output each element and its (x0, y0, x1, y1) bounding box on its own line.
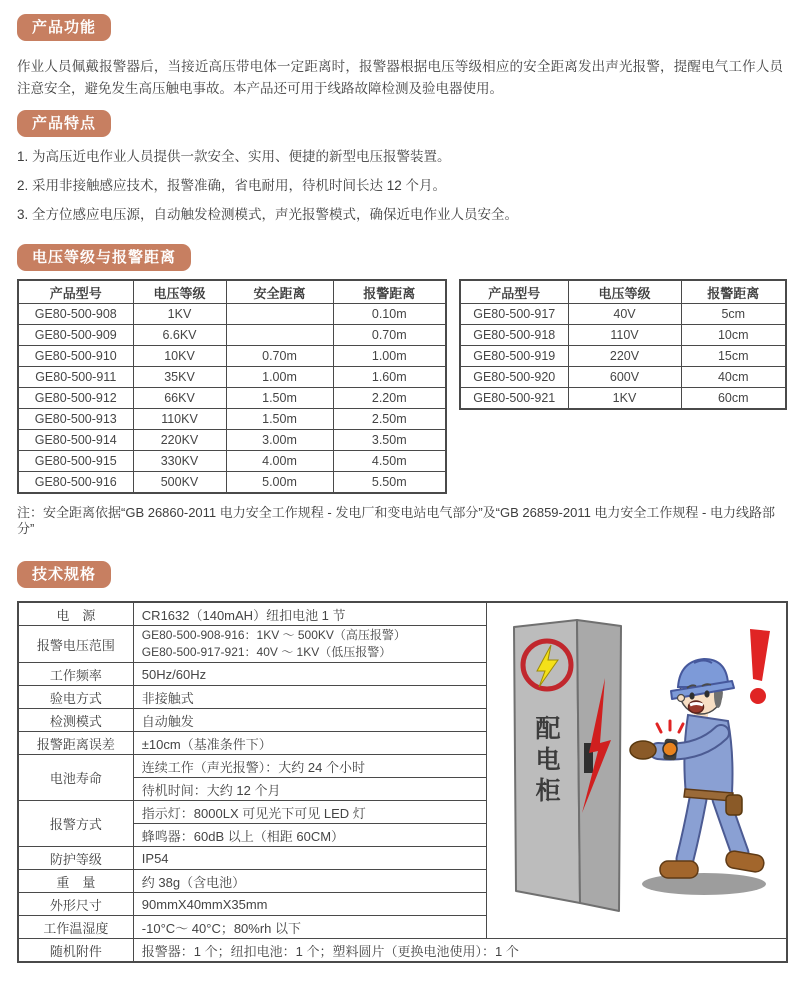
table-cell: GE80-500-915 (18, 451, 133, 472)
spec-label: 外形尺寸 (18, 893, 133, 916)
table-cell: 0.70m (226, 346, 333, 367)
table-cell: GE80-500-911 (18, 367, 133, 388)
spec-label: 防护等级 (18, 847, 133, 870)
spec-value: 待机时间：大约 12 个月 (133, 778, 486, 801)
table-cell: 3.50m (333, 430, 446, 451)
alarm-flash-icon (657, 721, 683, 732)
table-row (18, 367, 446, 388)
table-cell: 1.50m (226, 409, 333, 430)
warning-illustration (487, 603, 787, 938)
spec-value: IP54 (133, 847, 486, 870)
table-header-row (460, 280, 786, 304)
table-cell: 500KV (133, 472, 226, 494)
distribution-cabinet (514, 620, 621, 911)
spec-label: 报警方式 (18, 801, 133, 847)
table-cell: GE80-500-914 (18, 430, 133, 451)
spec-value: 连续工作（声光报警）：大约 24 个小时 (133, 755, 486, 778)
ear (677, 695, 684, 702)
spec-value: 自动触发 (133, 709, 486, 732)
table-cell (226, 325, 333, 346)
spec-value: 50Hz/60Hz (133, 663, 486, 686)
table-cell: GE80-500-909 (18, 325, 133, 346)
column-header: 电压等级 (133, 280, 226, 304)
table-row (18, 451, 446, 472)
table-cell: 40V (568, 304, 681, 325)
column-header: 报警距离 (681, 280, 786, 304)
table-cell: 1.00m (333, 346, 446, 367)
belt-pouch (726, 795, 742, 815)
column-header: 安全距离 (226, 280, 333, 304)
safety-distance-note: 注：安全距离依据“GB 26860-2011 电力安全工作规程 - 发电厂和变电站电气部分”及“GB 26859-2011 电力安全工作规程 - 电力线路部分” (17, 505, 775, 536)
table-cell: 110KV (133, 409, 226, 430)
spec-value: 报警器：1 个；纽扣电池：1 个；塑料圆片（更换电池使用）：1 个 (133, 939, 787, 963)
feature-list (17, 147, 785, 225)
feature-item: 2. 采用非接触感应技术，报警准确，省电耐用，待机时间长达 12 个月。 (17, 178, 447, 193)
table-cell: 6.6KV (133, 325, 226, 346)
low-voltage-table (459, 279, 787, 410)
section-badge-voltage: 电压等级与报警距离 (17, 244, 191, 271)
boot (724, 850, 764, 873)
high-voltage-table (17, 279, 447, 494)
spec-label: 重 量 (18, 870, 133, 893)
table-cell: 66KV (133, 388, 226, 409)
table-row (18, 430, 446, 451)
table-cell: GE80-500-921 (460, 388, 568, 410)
table-row (18, 346, 446, 367)
table-cell: GE80-500-910 (18, 346, 133, 367)
table-cell: 15cm (681, 346, 786, 367)
illustration-cell (486, 602, 787, 939)
spec-value: 非接触式 (133, 686, 486, 709)
spec-label: 工作温湿度 (18, 916, 133, 939)
eye (689, 692, 694, 699)
table-cell: 220V (568, 346, 681, 367)
table-cell: 1.00m (226, 367, 333, 388)
table-row (460, 346, 786, 367)
table-cell: 330KV (133, 451, 226, 472)
table-row (18, 325, 446, 346)
spec-label: 报警距离误差 (18, 732, 133, 755)
spec-label: 检测模式 (18, 709, 133, 732)
table-cell: 110V (568, 325, 681, 346)
column-header: 产品型号 (18, 280, 133, 304)
function-paragraph: 作业人员佩戴报警器后，当接近高压带电体一定距离时，报警器根据电压等级相应的安全距离发出声光报警，提醒电气工作人员注意安全，避免发生高压触电事故。本产品还可用于线路故障检测及验电器使用。 (17, 59, 783, 96)
feature-item: 3. 全方位感应电压源，自动触发检测模式，声光报警模式，确保近电作业人员安全。 (17, 207, 519, 222)
spec-value: -10°C～ 40°C；80%rh 以下 (133, 916, 486, 939)
boot (660, 861, 698, 878)
spec-label: 验电方式 (18, 686, 133, 709)
exclamation-icon (750, 629, 770, 681)
teeth (690, 704, 703, 706)
table-row (18, 409, 446, 430)
column-header: 电压等级 (568, 280, 681, 304)
table-cell: 2.50m (333, 409, 446, 430)
spec-value: 约 38g（含电池） (133, 870, 486, 893)
table-cell: 1KV (133, 304, 226, 325)
table-cell: GE80-500-918 (460, 325, 568, 346)
spec-value: 90mmX40mmX35mm (133, 893, 486, 916)
spec-value: CR1632（140mAH）纽扣电池 1 节 (133, 602, 486, 626)
table-cell: 5cm (681, 304, 786, 325)
spec-value: 指示灯：8000LX 可见光下可见 LED 灯 (133, 801, 486, 824)
table-cell: 220KV (133, 430, 226, 451)
eye (704, 690, 709, 697)
spec-label: 随机附件 (18, 939, 133, 963)
table-row (18, 388, 446, 409)
table-cell: 60cm (681, 388, 786, 410)
table-cell: 0.10m (333, 304, 446, 325)
table-cell: 4.00m (226, 451, 333, 472)
column-header: 报警距离 (333, 280, 446, 304)
spec-value-line: GE80-500-917-921：40V ～ 1KV（低压报警） (141, 645, 392, 659)
ground-shadow (642, 873, 766, 895)
table-cell: 600V (568, 367, 681, 388)
table-cell: 0.70m (333, 325, 446, 346)
table-cell: 1.60m (333, 367, 446, 388)
table-cell: GE80-500-912 (18, 388, 133, 409)
spec-value: 蜂鸣器：60dB 以上（相距 60CM） (133, 824, 486, 847)
spec-row (18, 939, 787, 963)
section-badge-specs: 技术规格 (17, 561, 111, 588)
column-header: 产品型号 (460, 280, 568, 304)
section-badge-function: 产品功能 (17, 14, 111, 41)
table-cell: GE80-500-913 (18, 409, 133, 430)
feature-item: 1. 为高压近电作业人员提供一款安全、实用、便捷的新型电压报警装置。 (17, 149, 451, 164)
table-cell: 5.00m (226, 472, 333, 494)
table-cell: 35KV (133, 367, 226, 388)
table-cell: 1.50m (226, 388, 333, 409)
table-row (460, 388, 786, 410)
table-cell (226, 304, 333, 325)
spec-label: 电 源 (18, 602, 133, 626)
table-cell: 10cm (681, 325, 786, 346)
table-row (18, 304, 446, 325)
table-row (460, 304, 786, 325)
exclamation-dot (750, 688, 766, 704)
table-cell: GE80-500-908 (18, 304, 133, 325)
spec-label: 报警电压范围 (18, 626, 133, 663)
spec-value: ±10cm（基准条件下） (133, 732, 486, 755)
table-cell: 1KV (568, 388, 681, 410)
worker (630, 629, 770, 895)
illustration-svg (488, 603, 786, 921)
table-cell: 2.20m (333, 388, 446, 409)
table-cell: GE80-500-919 (460, 346, 568, 367)
cabinet-label: 配电柜 (531, 715, 560, 808)
spec-row (18, 602, 787, 626)
table-header-row (18, 280, 446, 304)
table-cell: 40cm (681, 367, 786, 388)
table-row (18, 472, 446, 494)
spec-value-line: GE80-500-908-916：1KV ～ 500KV（高压报警） (141, 628, 406, 642)
spec-label: 工作频率 (18, 663, 133, 686)
table-cell: GE80-500-917 (460, 304, 568, 325)
table-row (460, 325, 786, 346)
table-cell: 5.50m (333, 472, 446, 494)
spec-label: 电池寿命 (18, 755, 133, 801)
spec-value (133, 626, 486, 663)
table-cell: GE80-500-916 (18, 472, 133, 494)
table-cell: 4.50m (333, 451, 446, 472)
section-badge-features: 产品特点 (17, 110, 111, 137)
table-cell: 3.00m (226, 430, 333, 451)
table-row (460, 367, 786, 388)
table-cell: GE80-500-920 (460, 367, 568, 388)
glove (630, 741, 656, 759)
voltage-tables (17, 279, 785, 494)
table-cell: 10KV (133, 346, 226, 367)
